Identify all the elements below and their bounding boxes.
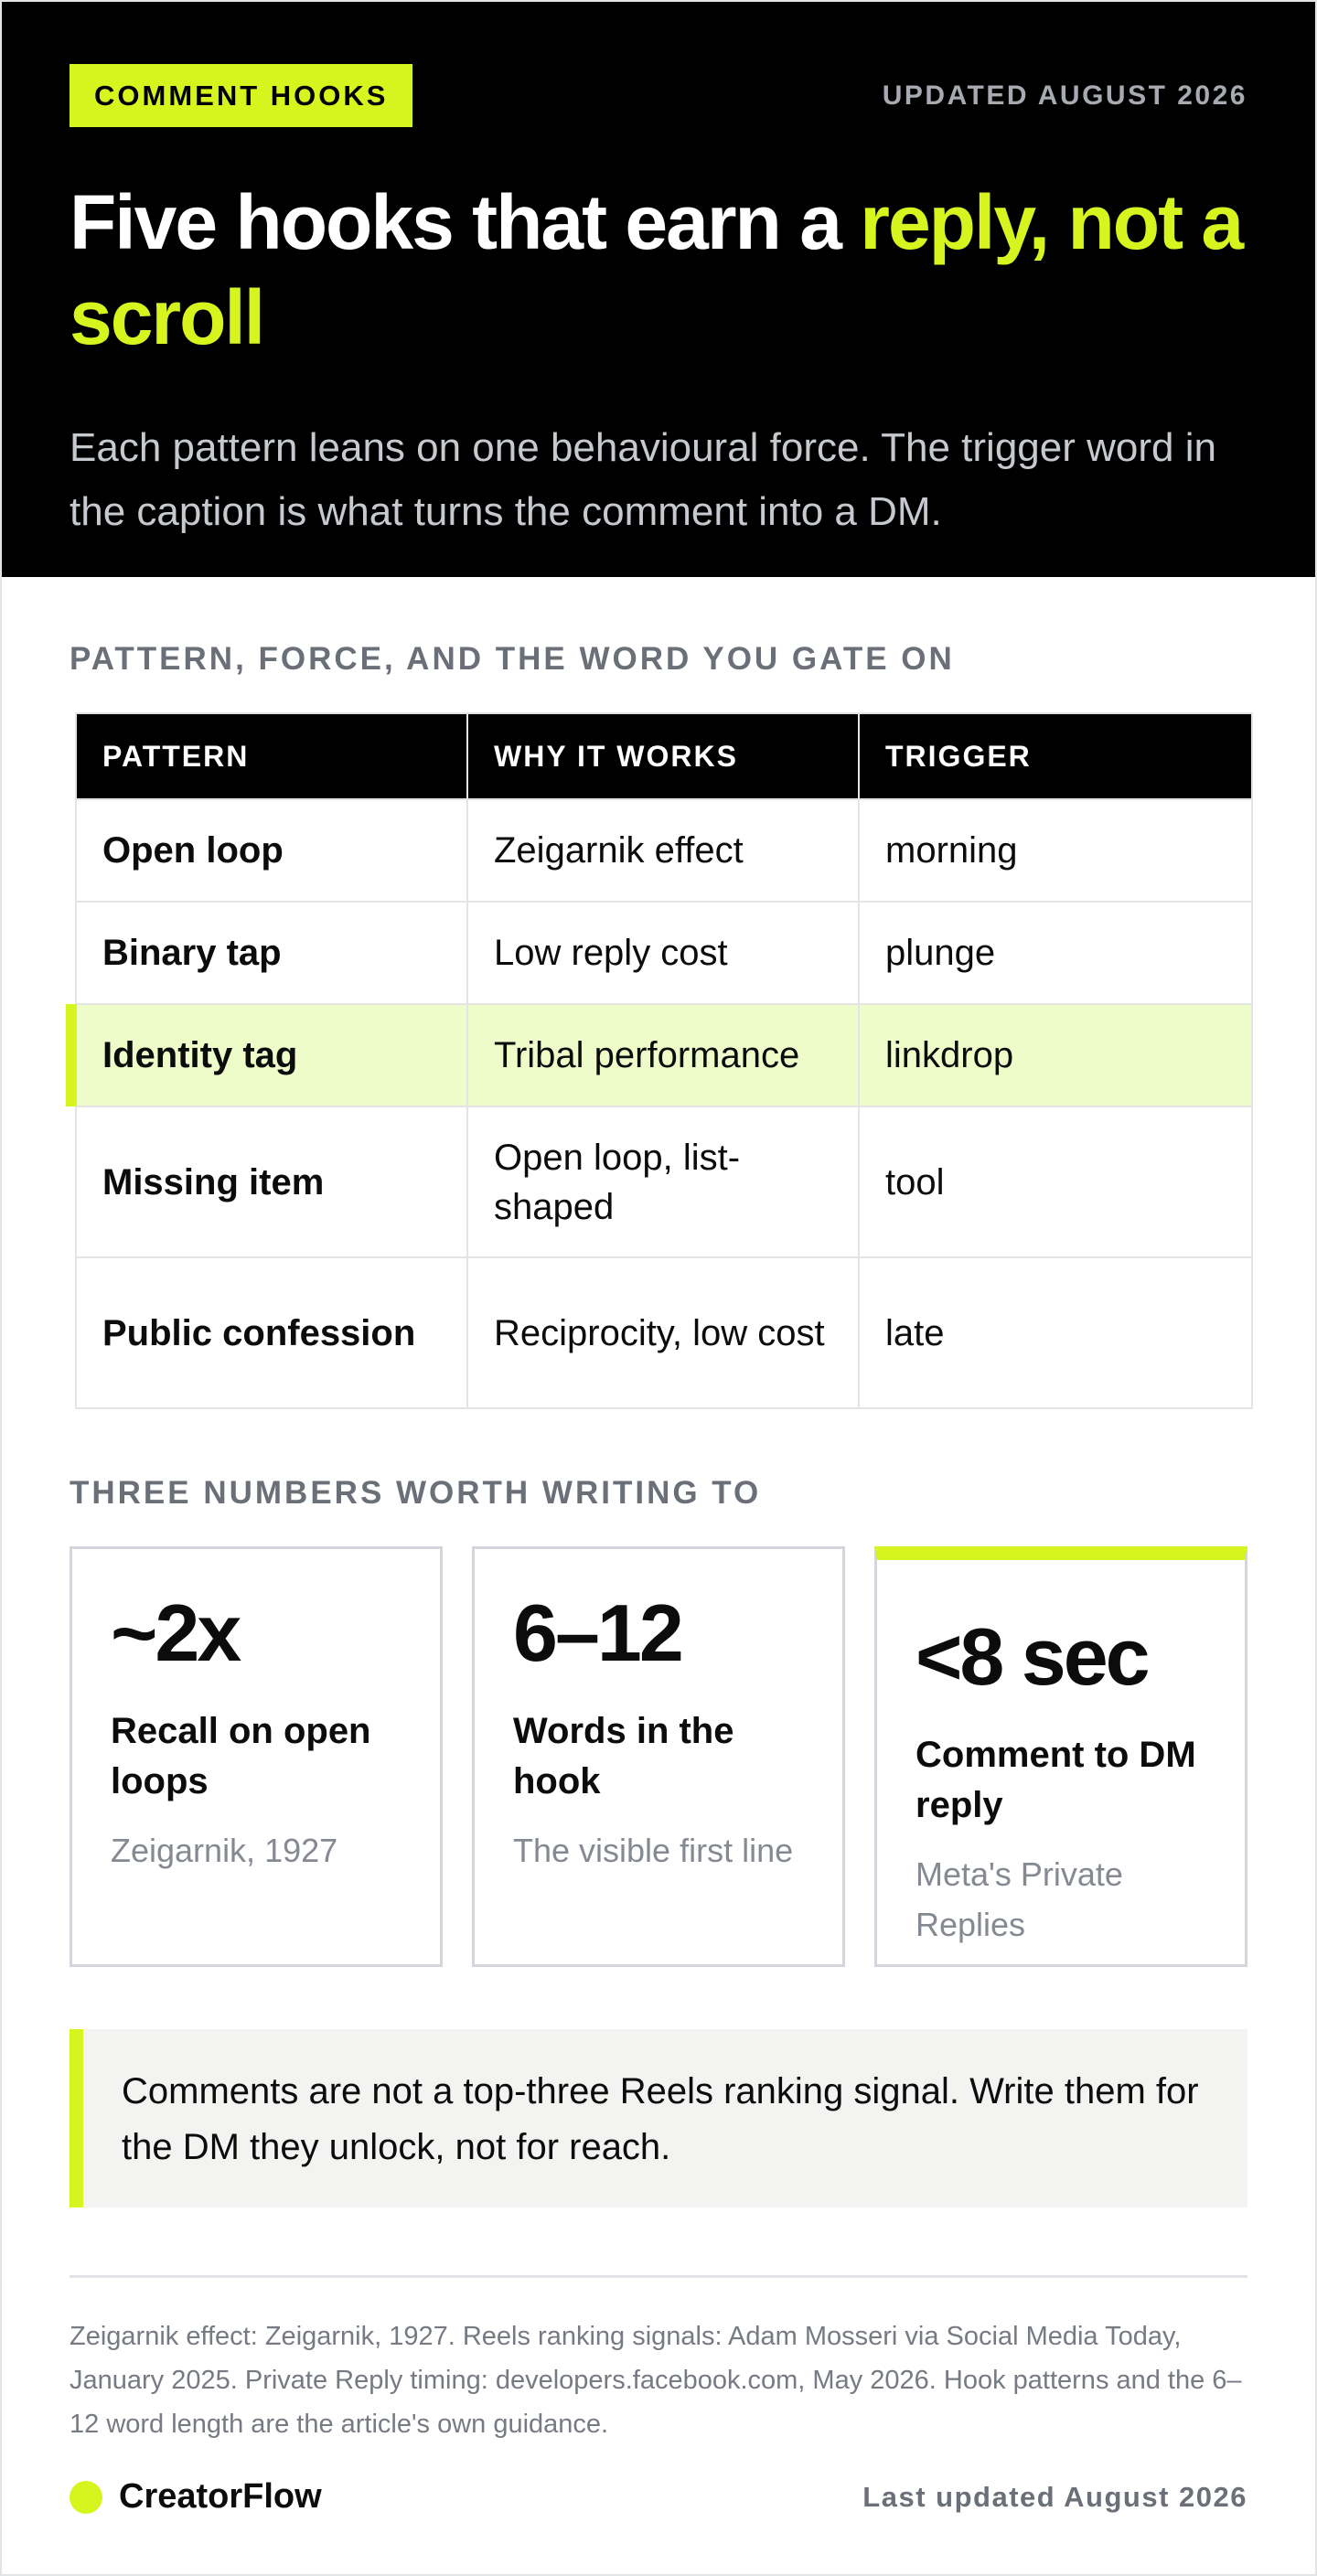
last-updated-label: Last updated August 2026 [862,2480,1247,2513]
trigger-cell: linkdrop [859,1004,1252,1106]
why-cell: Tribal performance [467,1004,859,1106]
pattern-label: Identity tag [102,1035,298,1075]
why-cell: Low reply cost [467,902,859,1004]
why-cell: Open loop, list-shaped [467,1106,859,1257]
pattern-cell: Binary tap [76,902,467,1004]
stat-cards [70,1546,1247,1967]
sources-note: Zeigarnik effect: Zeigarnik, 1927. Reels ranking signals: Adam Mosseri via Social Media Today, January 2025. Private Reply timing: developers.facebook.com, May 2026. Hook patterns and the 6–12 word length are the article's own guidance. [70,2322,1242,2439]
hero-top-row [70,64,1247,127]
stat-source: Meta's Private Replies [915,1855,1123,1943]
stat-card [472,1546,845,1967]
brand-logo [70,2477,322,2517]
footer-divider [70,2275,1247,2278]
title-highlight: reply, not a scroll [70,179,1243,360]
stat-source: Zeigarnik, 1927 [111,1832,338,1869]
table-row [76,1257,1252,1408]
stats-section-heading: THREE NUMBERS WORTH WRITING TO [70,1475,762,1511]
brand-name: CreatorFlow [119,2477,322,2516]
title-main: Five hooks that earn a [70,179,861,265]
page-title [70,175,1247,365]
trigger-cell: late [859,1257,1252,1408]
patterns-table [75,712,1253,1409]
stat-label: Words in the hook [513,1711,734,1801]
callout-note: Comments are not a top-three Reels ranking signal. Write them for the DM they unlock, not for reach. [70,2029,1247,2207]
highlight-accent-bar [66,1004,77,1106]
stat-card-accented [874,1546,1247,1967]
column-header-why: WHY IT WORKS [467,713,859,799]
pattern-cell: Missing item [76,1106,467,1257]
pattern-cell: Open loop [76,799,467,902]
why-cell: Reciprocity, low cost [467,1257,859,1408]
topic-badge: COMMENT HOOKS [70,64,412,127]
footer-brand-row [70,2477,1247,2517]
hero-header [2,2,1315,577]
stat-source: The visible first line [513,1832,794,1869]
column-header-trigger: TRIGGER [859,713,1252,799]
brand-dot-icon [70,2481,102,2514]
table-header-row [76,713,1252,799]
trigger-cell: tool [859,1106,1252,1257]
updated-date: UPDATED AUGUST 2026 [882,80,1247,111]
table-row-highlighted [76,1004,1252,1106]
why-cell: Zeigarnik effect [467,799,859,902]
column-header-pattern: PATTERN [76,713,467,799]
page-subtitle: Each pattern leans on one behavioural force. The trigger word in the caption is what turns the comment into a DM. [70,425,1216,535]
stat-value: 6–12 [513,1587,681,1678]
stat-label: Comment to DM reply [915,1735,1196,1825]
stat-value: <8 sec [915,1611,1148,1702]
table-section-heading: PATTERN, FORCE, AND THE WORD YOU GATE ON [70,641,955,677]
stat-label: Recall on open loops [111,1711,371,1801]
pattern-cell: Public confession [76,1257,467,1408]
table-row [76,902,1252,1004]
stat-card [70,1546,443,1967]
trigger-cell: morning [859,799,1252,902]
pattern-cell [76,1004,467,1106]
table-row [76,1106,1252,1257]
table-row [76,799,1252,902]
stat-value: ~2x [111,1587,240,1678]
trigger-cell: plunge [859,902,1252,1004]
